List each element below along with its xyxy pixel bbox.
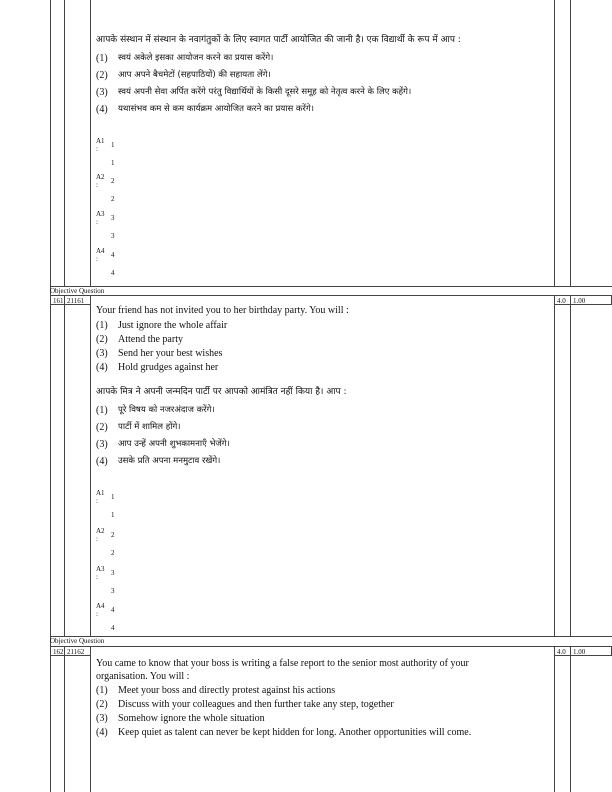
objective-question-label-161: Objective Question (50, 287, 105, 295)
q161-col-2 (90, 296, 91, 636)
q161-stem-en: Your friend has not invited you to her birthday party. You will : (96, 305, 349, 316)
q162-marks: 4.0 (554, 646, 571, 656)
q162-stem-en-line-2: organisation. You will : (96, 671, 190, 682)
q162-option-en-4: (4) Keep quiet as talent can never be kept hidden for long. Another opportunities will come. (96, 727, 472, 738)
q161-id: 21161 (64, 295, 91, 305)
q161-option-en-2: (2) Attend the party (96, 334, 183, 345)
q160-stem-hi: आपके संस्थान में संस्थान के नवागंतुकों के लिए स्वागत पार्टी आयोजित की जानी है। एक विद्यार्थी के रूप में आप : (96, 35, 461, 45)
q160-option-hi-2: (2) आप अपने बैचमेटों (सहपाठियों) की सहायता लेंगे। (96, 70, 271, 81)
q161-col-4 (570, 296, 571, 636)
objective-question-label-162: Objective Question (50, 637, 105, 645)
q160-hindi-block (96, 34, 551, 118)
q161-stem-hi: आपके मित्र ने अपनी जन्मदिन पार्टी पर आपको आमंत्रित नहीं किया है। आप : (96, 387, 347, 397)
q162-english-block (96, 657, 551, 740)
separator-2 (50, 295, 612, 296)
q160-option-hi-1: (1) स्वयं अकेले इसका आयोजन करने का प्रयास करेंगे। (96, 53, 274, 64)
q161-option-en-4: (4) Hold grudges against her (96, 362, 219, 373)
q161-col-1 (64, 296, 65, 636)
q162-col-2 (90, 647, 91, 792)
q162-id: 21162 (64, 646, 91, 656)
separator-3 (50, 636, 612, 637)
separator-1 (50, 286, 612, 287)
q162-col-3 (554, 647, 555, 792)
q161-option-en-1: (1) Just ignore the whole affair (96, 320, 228, 331)
q161-negative: 1.00 (570, 295, 612, 305)
q161-option-hi-4: (4) उसके प्रति अपना मनमुटाव रखेंगे। (96, 456, 221, 467)
q160-option-hi-4: (4) यथासंभव कम से कम कार्यक्रम आयोजित करने का प्रयास करेंगे। (96, 104, 314, 115)
q161-option-hi-2: (2) पार्टी में शामिल होंगे। (96, 422, 181, 433)
q161-marks: 4.0 (554, 295, 571, 305)
q162-col-1 (64, 647, 65, 792)
border-left-outer (50, 0, 51, 792)
border-right-inner-2 (570, 0, 571, 286)
q161-english-block (96, 304, 551, 375)
border-left-inner-1 (64, 0, 65, 286)
q162-option-en-2: (2) Discuss with your colleagues and then further take any step, together (96, 699, 394, 710)
q162-option-en-3: (3) Somehow ignore the whole situation (96, 713, 265, 724)
separator-4 (50, 646, 612, 647)
q161-col-3 (554, 296, 555, 636)
q162-col-4 (570, 647, 571, 792)
border-left-inner-2 (90, 0, 91, 286)
q162-stem-en-line-1: You came to know that your boss is writing a false report to the senior most authority of your (96, 658, 469, 669)
q160-option-hi-3: (3) स्वयं अपनी सेवा अर्पित करेंगे परंतु विद्यार्थियों के किसी दूसरे समूह को नेतृत्व करने के लिए कहेंगे। (96, 87, 412, 98)
q161-option-en-3: (3) Send her your best wishes (96, 348, 223, 359)
q161-option-hi-3: (3) आप उन्हें अपनी शुभकामनाएँ भेजेंगे। (96, 439, 230, 450)
q162-number: 162 (50, 646, 65, 656)
q162-negative: 1.00 (570, 646, 612, 656)
exam-page: आपके संस्थान में संस्थान के नवागंतुकों के लिए स्वागत पार्टी आयोजित की जानी है। एक विद्यार्थी के रूप में आप : (1) स्वयं अकेले इसका आयोजन करने का प्रयास करेंगे। (2) आप अपने बैचमेटों (सहपाठियों) की सहायता लेंगे। (3) स्वयं अपनी सेवा अर्पित करेंगे परंतु विद्यार्थियों के किसी दूसरे समूह को नेतृत्व करने के लिए कहेंगे। (4) यथासंभव कम से कम कार्यक्रम आयोजित करने का प्रयास करेंगे। A1 : 1 1 A2 : 2 2 A3 : 3 3 A4 : 4 4 Objective Question 161 21161 4.0 1.00 Your friend has not invited you to her birthday party. You will : (1) Just ignore the whole affair (2) Attend the party (3) Send her your best wishes (4) Hold grudges against her आपके मित्र ने अपनी जन्मदिन पार्टी पर आपको आमंत्रित नहीं किया है। आप : (1) पूरे विषय को नजरअंदाज करेंगे। (2) पार्टी में शामिल होंगे। (3) आप उन्हें अपनी शुभकामनाएँ भेजेंगे। (4) उसके प्रति अपना मनमुटाव रखेंगे। A1 : 1 1 A2 : 2 2 A3 : 3 3 A4 : 4 4 Objective Question 162 21162 4.0 1.00 You came to know that your boss is writing a false report to the senior most authority of your organisation. You will : (1) Meet your boss and directly protest against his actions (2) Discuss with your colleagues and then further take any step, together (3) Somehow ignore the whole situation (4) Keep quiet as talent can never be kept hidden for long. Another opportunities will come. (0, 0, 612, 792)
q161-hindi-block (96, 386, 551, 470)
q162-option-en-1: (1) Meet your boss and directly protest against his actions (96, 685, 336, 696)
q161-option-hi-1: (1) पूरे विषय को नजरअंदाज करेंगे। (96, 405, 215, 416)
q161-number: 161 (50, 295, 65, 305)
border-right-inner-1 (554, 0, 555, 286)
